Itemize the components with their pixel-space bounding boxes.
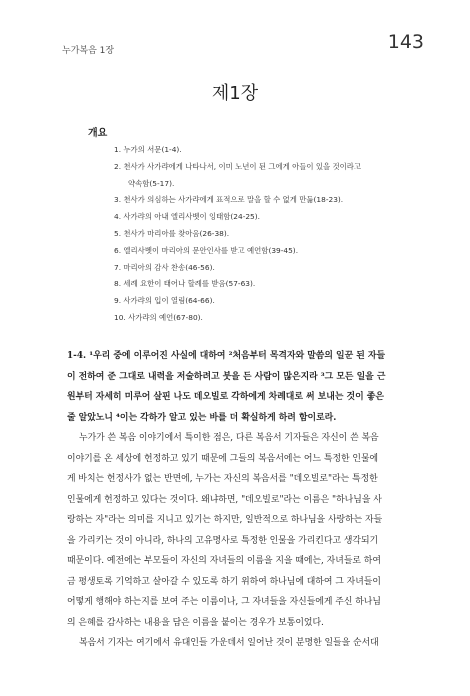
outline-item: 1. 누가의 서문(1-4). — [114, 145, 182, 154]
outline-item: 6. 엘리사벳이 마리아의 문안인사를 받고 예언함(39-45). — [114, 245, 299, 255]
verse-line: 원부터 자세히 미루어 살핀 나도 데오빌로 각하에게 차례대로 써 보내는 것이 좋은 — [67, 392, 384, 402]
outline-item: 10. 사가랴의 예언(67-80). — [114, 312, 203, 322]
outline-item: 5. 천사가 마리아를 찾아옴(26-38). — [114, 228, 230, 238]
outline-list — [114, 142, 361, 327]
outline-item: 4. 사가랴의 아내 엘리사벳이 잉태함(24-25). — [114, 212, 260, 222]
paragraph-line: 누가가 쓴 복음 이야기에서 특이한 점은, 다른 복음서 기자들은 자신이 쓴 복음 — [79, 433, 379, 443]
paragraph-line: 금 평생토록 기억하고 살아갈 수 있도록 하기 위하여 하나님에 대하여 그 자녀들이 — [67, 576, 381, 587]
paragraph-line: 게 바치는 헌정사가 없는 반면에, 누가는 자신의 복음서를 "데오빌로"라는 특정한 — [67, 474, 378, 484]
verse-passage — [67, 346, 417, 428]
outline-item: 3. 천사가 의심하는 사가랴에게 표적으로 말을 할 수 없게 만듦(18-23). — [114, 195, 344, 205]
paragraph-line: 을 가리키는 것이 아니라, 하나의 고유명사로 특정한 인물을 가리킨다고 생각되기 — [67, 535, 379, 546]
page-number: 143 — [387, 31, 424, 53]
outline-item: 2. 천사가 사가랴에게 나타나서, 이미 노년이 된 그에게 아들이 있을 것이라고 — [114, 161, 362, 171]
verse-line: 이 전하여 준 그대로 내력을 저술하려고 붓을 든 사람이 많은지라 ³그 모든 일을 근 — [67, 371, 386, 382]
outline-item-continuation: 약속함(5-17). — [128, 178, 175, 188]
outline-label: 개요 — [88, 128, 108, 139]
paragraph-line: 이야기를 온 세상에 헌정하고 있기 때문에 그들의 복음서에는 어느 특정한 인물에 — [67, 453, 379, 464]
paragraph-line: 때문이다. 예전에는 부모들이 자신의 자녀들의 이름을 지을 때에는, 자녀들로 하여 — [67, 556, 381, 566]
chapter-title: 제1장 — [211, 83, 259, 104]
running-head: 누가복음 1장 — [62, 46, 115, 56]
verse-line: 줄 알았노니 ⁴이는 각하가 알고 있는 바를 더 확실하게 하려 함이로라. — [67, 412, 337, 423]
verse-line: 1-4. ¹우리 중에 이루어진 사실에 대하여 ²처음부터 목격자와 말씀의 일꾼 된 자들 — [67, 351, 386, 361]
paragraph-line: 복음서 기자는 여기에서 유대인들 가운데서 일어난 것이 분명한 일들을 순서대 — [79, 638, 379, 648]
commentary-paragraph — [67, 428, 417, 633]
paragraph-line: 어떻게 행해야 하는지를 보여 주는 이름이나, 그 자녀들을 자신들에게 주신 하나님 — [67, 597, 381, 607]
commentary-paragraph — [67, 633, 417, 654]
paragraph-line: 의 은혜를 감사하는 내용을 담은 이름을 붙이는 경우가 보통이었다. — [67, 617, 324, 628]
body-text — [67, 346, 417, 654]
outline-item: 8. 세례 요한이 태어나 할례를 받음(57-63). — [114, 279, 256, 289]
paragraph-line: 랑하는 자"라는 의미를 지니고 있기는 하지만, 일반적으로 하나님을 사랑하는 자들 — [67, 515, 383, 525]
paragraph-line: 인물에게 헌정하고 있다는 것이다. 왜냐하면, "데오빌로"라는 이름은 "하나님을 사 — [67, 494, 382, 505]
outline-item: 7. 마리아의 감사 찬송(46-56). — [114, 262, 215, 272]
outline-item: 9. 사가랴의 입이 열림(64-66). — [114, 296, 215, 306]
